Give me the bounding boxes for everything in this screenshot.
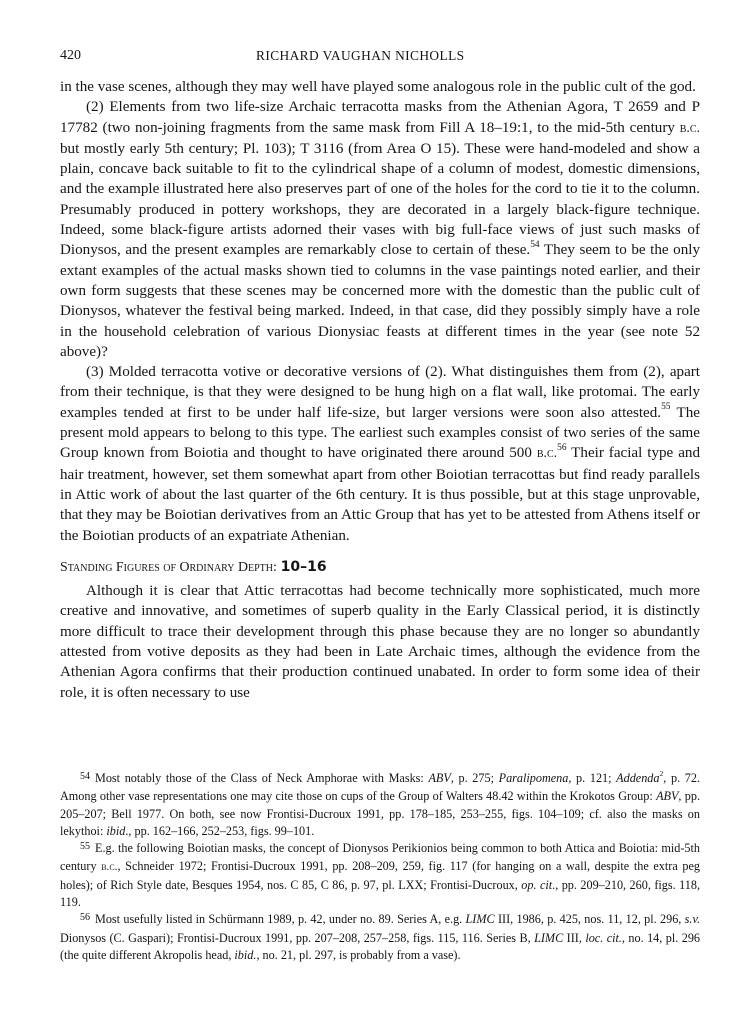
footnote-ref-54[interactable]: 54: [530, 239, 540, 250]
page-header: [60, 48, 698, 68]
heading-catalog-numbers: 10–16: [280, 558, 327, 575]
main-text: [60, 77, 700, 703]
running-head: RICHARD VAUGHAN NICHOLLS: [256, 48, 465, 63]
page-number: 420: [60, 48, 81, 63]
footnote-56: $^{56}$ Most usefully listed in Schürmann 1989, p. 42, under no. 89. Series A, e.g. LIMC III, 1986, p. 425, nos. 11, 12, pl. 296, s.v. Dionysos (C. Gaspari); Frontisi-Ducroux 1991, pp. 207–208, 257–258, figs. 115, 116. Series B, LIMC III, loc. cit., no. 14, pl. 296 (the quite different Akropolis head, ibid., no. 21, pl. 297, is probably from a vase).: [60, 912, 701, 962]
footnote-ref-56[interactable]: 56: [557, 442, 567, 453]
paragraph-continuation: in the vase scenes, although they may well have played some analogous role in the public cult of the god.: [60, 79, 696, 95]
footnote-54: $^{54}$ Most notably those of the Class of Neck Amphorae with Masks: ABV, p. 275; Paralipomena, p. 121; Addenda$^2$, p. 72. Among other vase representations one may cite those on cups of the Group of Walters 48.42 within the Krokotos Group: ABV, pp. 205–207; Bell 1977. On both, see now Frontisi-Ducroux 1991, pp. 178–185, 253–255, figs. 104–109; cf. also the masks on lekythoi: ibid., pp. 162–166, 252–253, figs. 99–101.: [60, 768, 701, 838]
footnotes: [60, 770, 700, 964]
paragraph-standing-figures: Although it is clear that Attic terracottas had become technically more sophisticated, much more creative and innovative, and sometimes of superb quality in the Early Classical period, it is distinctly more difficult to trace their development through this phase because they are no longer so abundantly attested from votive deposits as they had been in Late Archaic times, although the evidence from the Athenian Agora confirms that their production continued unabated. In order to form some idea of their role, it is often necessary to use: [60, 583, 700, 701]
section-heading: Standing Figures of Ordinary Depth: 10–16: [60, 558, 327, 575]
footnote-55: $^{55}$ E.g. the following Boiotian masks, the concept of Dionysos Perikionios being common to both Attica and Boiotia: mid-5th century b.c., Schneider 1972; Frontisi-Ducroux 1991, pp. 208–209, 259, fig. 117 (for hanging on a wall, despite the extra peg holes); of Rich Style date, Besques 1954, nos. C 85, C 86, p. 97, pl. LXX; Frontisi-Ducroux, op. cit., pp. 209–210, 260, figs. 118, 119.: [60, 841, 701, 910]
paragraph-item-3: (3) Molded terracotta votive or decorative versions of (2). What distinguishes them from (2), apart from their technique, is that they were designed to be hung high on a flat wall, like protomai. The early examples tended at first to be under half life-size, but larger versions were soon also attested.$^{55}$ The present mold appears to belong to this type. The earliest such examples consist of two series of the same Group known from Boiotia and thought to have originated there around 500 b.c.$^{56}$ Their facial type and hair treatment, however, set them somewhat apart from other Boiotian terracottas but find ready parallels in Attic work of about the last quarter of the 6th century. It is thus possible, but at this stage unprovable, that they may be Boiotian derivatives from an Attic Group that has yet to be attested from Athens itself or the Boiotian products of an expatriate Athenian.: [60, 364, 701, 544]
footnote-ref-55[interactable]: 55: [661, 402, 671, 413]
paragraph-item-2: (2) Elements from two life-size Archaic terracotta masks from the Athenian Agora, T 2659 and P 17782 (two non-joining fragments from the same mask from Fill A 18–19:1, to the mid-5th century b.c. but mostly early 5th century; Pl. 103); T 3116 (from Area O 15). These were hand-modeled and show a plain, concave back suitable to fit to the cylindrical shape of a column of modest, domestic dimensions, and the example illustrated here also preserves part of one of the holes for the cord to tie it to the column. Presumably produced in pottery workshops, they are decorated in a largely black-figure technique. Indeed, some black-figure artists adorned their vases with big full-face views of just such masks of Dionysos, and the present examples are remarkably close to certain of these.$^{54}$ They seem to be the only extant examples of the actual masks shown tied to columns in the vase paintings noted earlier, and their own form suggests that these scenes may be concerned more with the domestic than the public cult of Dionysos, whatever the festival being marked. Indeed, in that case, did they possibly simply have a role in the household celebration of various Dionysiac feasts at different times in the year (see note 52 above)?: [60, 99, 701, 360]
